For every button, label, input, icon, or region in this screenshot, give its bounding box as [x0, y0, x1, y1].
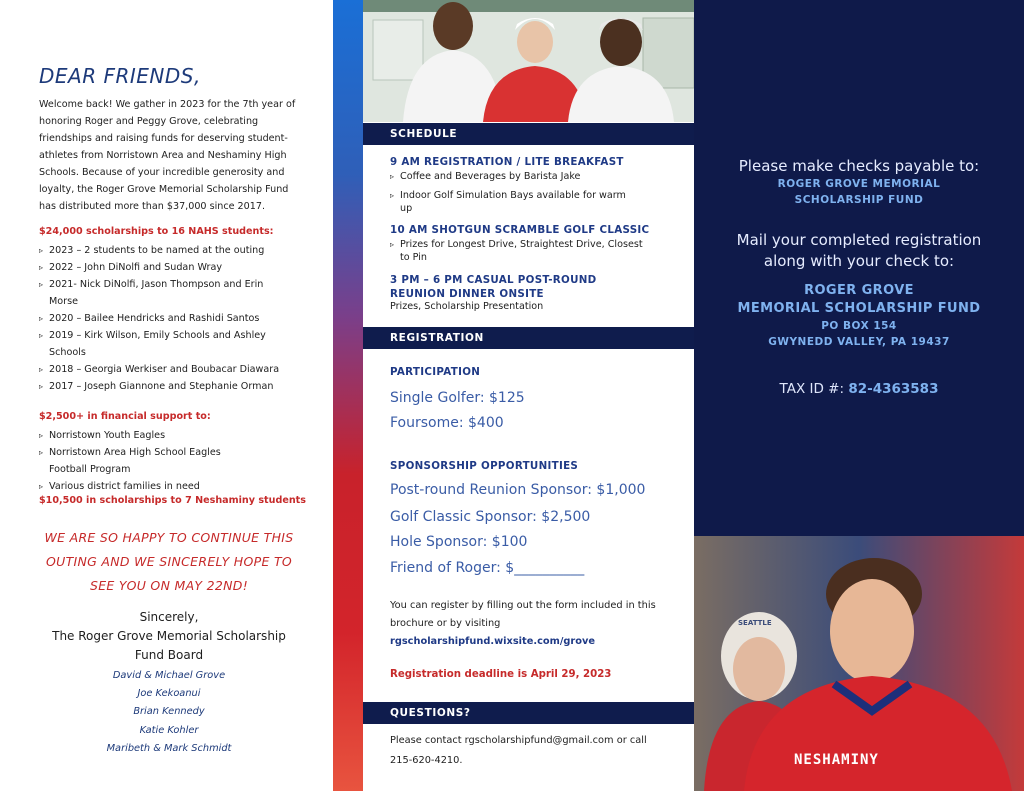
- payee-line: ROGER GROVE MEMORIAL: [777, 178, 941, 190]
- scholarship-list: [39, 242, 309, 395]
- payment-panel: [694, 0, 1024, 536]
- schedule-item-title: 10 AM SHOTGUN SCRAMBLE GOLF CLASSIC: [390, 224, 650, 236]
- tax-id-value: 82-4363583: [848, 381, 939, 397]
- schedule-item-title: 9 AM REGISTRATION / LITE BREAKFAST: [390, 156, 624, 168]
- foursome-price: Foursome: $400: [390, 415, 504, 431]
- tax-id-label: TAX ID #:: [779, 381, 845, 397]
- single-golfer-price: Single Golfer: $125: [390, 390, 525, 406]
- schedule-item-details: [390, 238, 670, 264]
- group-photo: [363, 0, 694, 122]
- neshaminy-scholarship-line: $10,500 in scholarships to 7 Neshaminy students: [39, 495, 306, 506]
- address-line: MEMORIAL SCHOLARSHIP FUND: [737, 301, 981, 316]
- schedule-item-details: [390, 170, 670, 215]
- sponsorship-heading: SPONSORSHIP OPPORTUNITIES: [390, 460, 579, 472]
- support-list: [39, 427, 309, 495]
- list-item: ▹ 2017 – Joseph Giannone and Stephanie Orman: [39, 378, 309, 395]
- sponsor-option: Hole Sponsor: $100: [390, 534, 528, 550]
- jersey-text: NESHAMINY: [794, 752, 879, 768]
- list-item: ▹ 2018 – Georgia Werkiser and Boubacar Diawara: [39, 361, 309, 378]
- tax-id: [694, 381, 1024, 397]
- schedule-item-title: 3 PM – 6 PM CASUAL POST-ROUND: [390, 274, 597, 286]
- letter-greeting: DEAR FRIENDS,: [39, 64, 201, 88]
- questions-header: QUESTIONS?: [363, 702, 694, 724]
- board-members: [38, 667, 300, 758]
- list-item: ▹ Indoor Golf Simulation Bays available for warm up: [390, 189, 630, 215]
- closing-message: WE ARE SO HAPPY TO CONTINUE THIS OUTING AND WE SINCERELY HOPE TO SEE YOU ON MAY 22ND!: [44, 530, 294, 593]
- participation-heading: PARTICIPATION: [390, 366, 481, 378]
- list-item: ▹ 2022 – John DiNolfi and Sudan Wray: [39, 259, 309, 276]
- address-line: PO BOX 154: [821, 320, 897, 332]
- decorative-gradient-strip: [333, 0, 363, 791]
- schedule-panel: [363, 0, 694, 791]
- sincerely-text: Sincerely,: [139, 610, 199, 624]
- support-heading: $2,500+ in financial support to:: [39, 411, 211, 422]
- board-member: Joe Kekoanui: [137, 688, 201, 700]
- list-item: ▹ 2023 – 2 students to be named at the outing: [39, 242, 309, 259]
- schedule-item-note: Prizes, Scholarship Presentation: [390, 301, 544, 312]
- football-players-photo: [694, 536, 1024, 791]
- sponsor-option: Golf Classic Sponsor: $2,500: [390, 509, 591, 525]
- schedule-item-title-cont: REUNION DINNER ONSITE: [390, 288, 544, 300]
- letter-panel: [0, 0, 333, 791]
- list-item: ▹ Coffee and Beverages by Barista Jake: [390, 170, 670, 183]
- signoff: [38, 608, 300, 665]
- payable-label: Please make checks payable to:: [738, 157, 980, 175]
- list-item: ▹ Norristown Area High School Eagles Football Program: [39, 444, 244, 478]
- questions-contact: Please contact rgscholarshipfund@gmail.com or call 215-620-4210.: [390, 735, 647, 766]
- scholarships-heading: $24,000 scholarships to 16 NAHS students:: [39, 226, 274, 237]
- registration-instructions: [390, 597, 660, 651]
- board-member: Brian Kennedy: [133, 706, 205, 718]
- list-item: ▹ Various district families in need: [39, 478, 309, 495]
- helmet-text: SEATTLE: [738, 619, 772, 627]
- registration-link[interactable]: rgscholarshipfund.wixsite.com/grove: [390, 636, 596, 647]
- list-item: ▹ 2021- Nick DiNolfi, Jason Thompson and Erin Morse: [39, 276, 279, 310]
- list-item: ▹ Prizes for Longest Drive, Straightest Drive, Closest to Pin: [390, 238, 645, 264]
- sponsor-option: Post-round Reunion Sponsor: $1,000: [390, 482, 646, 498]
- mail-label: Mail your completed registration: [736, 231, 982, 249]
- address-line: GWYNEDD VALLEY, PA 19437: [768, 336, 950, 348]
- list-item: ▹ 2019 – Kirk Wilson, Emily Schools and Ashley Schools: [39, 327, 289, 361]
- schedule-header: SCHEDULE: [363, 123, 694, 145]
- board-member: Maribeth & Mark Schmidt: [106, 742, 232, 754]
- registration-how-to: You can register by filling out the form included in this brochure or by visiting: [390, 600, 656, 629]
- mail-label: along with your check to:: [763, 252, 955, 270]
- address-line: ROGER GROVE: [804, 283, 914, 298]
- letter-intro: Welcome back! We gather in 2023 for the 7th year of honoring Roger and Peggy Grove, celebrating friendships and raising funds for deserving student-athletes from Norristown Area and Neshaminy High Schools. Because of your incredible generosity and loyalty, the Roger Grove Memorial Scholarship Fund has distributed more than $37,000 since 2017.: [39, 99, 296, 212]
- registration-deadline: Registration deadline is April 29, 2023: [390, 669, 612, 680]
- list-item: ▹ 2020 – Bailee Hendricks and Rashidi Santos: [39, 310, 309, 327]
- sponsor-option: Friend of Roger: $__________: [390, 560, 585, 576]
- payee-line: SCHOLARSHIP FUND: [794, 194, 924, 206]
- board-member: David & Michael Grove: [112, 670, 226, 681]
- registration-header: REGISTRATION: [363, 327, 694, 349]
- group-photo-illustration: [363, 0, 694, 122]
- board-member: Katie Kohler: [139, 724, 199, 736]
- signoff-text: The Roger Grove Memorial Scholarship Fund Board: [52, 629, 286, 662]
- list-item: ▹ Norristown Youth Eagles: [39, 427, 309, 444]
